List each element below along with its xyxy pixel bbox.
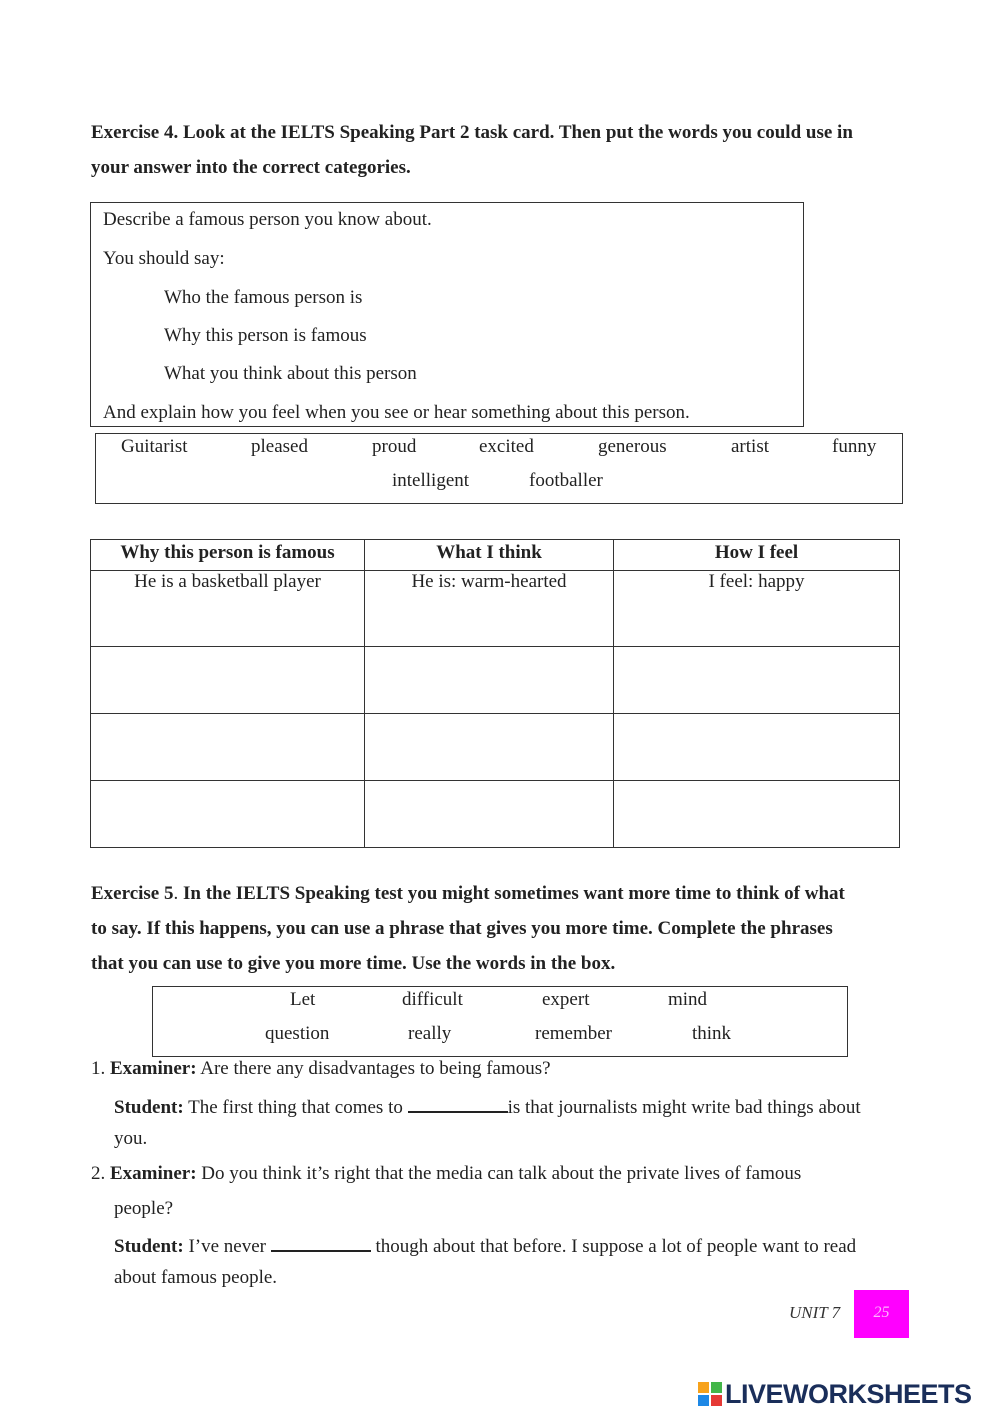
word-option[interactable]: excited xyxy=(479,436,534,457)
exercise5-word-box xyxy=(152,986,848,1057)
student-label: Student: xyxy=(114,1097,184,1118)
answer-cell[interactable] xyxy=(365,647,614,714)
word-option[interactable]: pleased xyxy=(251,436,308,457)
word-option[interactable]: really xyxy=(408,1023,452,1044)
word-option[interactable]: mind xyxy=(668,989,708,1010)
exercise4-word-box xyxy=(95,433,903,504)
unit-label: UNIT 7 xyxy=(789,1303,841,1322)
answer-cell[interactable] xyxy=(614,714,900,781)
exercise5-title-line3: that you can use to give you more time. Use the words in the box. xyxy=(91,953,616,974)
word-option[interactable]: think xyxy=(692,1023,732,1044)
logo-text: LIVEWORKSHEETS xyxy=(725,1378,972,1409)
exercise5-title xyxy=(91,876,911,981)
example-how-i-feel: I feel: happy xyxy=(614,571,900,647)
student-text-before: I’ve never xyxy=(183,1236,271,1257)
answer-cell[interactable] xyxy=(614,781,900,848)
word-option[interactable]: artist xyxy=(731,436,769,457)
answer-cell[interactable] xyxy=(91,647,365,714)
exercise5-label: Exercise 5 xyxy=(91,883,174,904)
item-1-student xyxy=(114,1093,861,1119)
word-option[interactable]: question xyxy=(265,1023,330,1044)
exercise5-dot: . xyxy=(173,883,179,904)
word-option[interactable]: generous xyxy=(598,436,667,457)
examiner-label: Examiner: xyxy=(110,1163,197,1184)
word-option[interactable]: funny xyxy=(832,436,877,457)
answer-blank[interactable] xyxy=(408,1093,508,1113)
task-card-bullet-3: What you think about this person xyxy=(164,363,417,384)
item-1-examiner xyxy=(91,1058,551,1080)
item-2-examiner xyxy=(91,1163,801,1185)
answer-blank[interactable] xyxy=(271,1232,371,1252)
exercise5-title-text: In the IELTS Speaking test you might sometimes want more time to think of what xyxy=(178,883,845,904)
logo-grid-icon xyxy=(698,1382,722,1406)
student-text-before: The first thing that comes to xyxy=(183,1097,408,1118)
item-2-student-cont: about famous people. xyxy=(114,1267,278,1288)
table-header-row xyxy=(91,540,900,571)
item-2-number: 2. xyxy=(91,1163,106,1184)
word-option[interactable]: intelligent xyxy=(392,470,470,491)
item-2-examiner-cont: people? xyxy=(114,1198,174,1219)
answer-cell[interactable] xyxy=(365,781,614,848)
examiner-question: Do you think it’s right that the media can talk about the private lives of famous xyxy=(196,1163,802,1184)
answer-cell[interactable] xyxy=(365,714,614,781)
answer-cell[interactable] xyxy=(91,714,365,781)
word-option[interactable]: Let xyxy=(290,989,316,1010)
student-text-after: though about that before. I suppose a lot of people want to read xyxy=(370,1236,857,1257)
student-text-after: is that journalists might write bad things about xyxy=(507,1097,861,1118)
example-what-i-think: He is: warm-hearted xyxy=(365,571,614,647)
table-row xyxy=(91,714,900,781)
example-why-famous: He is a basketball player xyxy=(91,571,365,647)
task-card-should-say: You should say: xyxy=(103,248,225,269)
word-option[interactable]: expert xyxy=(542,989,590,1010)
header-why-famous: Why this person is famous xyxy=(91,540,365,571)
word-option[interactable]: difficult xyxy=(402,989,463,1010)
student-label: Student: xyxy=(114,1236,184,1257)
item-2-student xyxy=(114,1232,856,1258)
item-1-number: 1. xyxy=(91,1058,106,1079)
word-option[interactable]: footballer xyxy=(529,470,603,491)
header-what-i-think: What I think xyxy=(365,540,614,571)
word-option[interactable]: Guitarist xyxy=(121,436,188,457)
exercise4-title-line2: your answer into the correct categories. xyxy=(91,157,411,178)
word-option[interactable]: remember xyxy=(535,1023,613,1044)
task-card-bullet-2: Why this person is famous xyxy=(164,325,367,346)
word-option[interactable]: proud xyxy=(372,436,417,457)
exercise5-title-line1 xyxy=(91,876,911,911)
task-card xyxy=(90,202,804,427)
task-card-prompt: Describe a famous person you know about. xyxy=(103,209,432,230)
exercise5-title-line2: to say. If this happens, you can use a phrase that gives you more time. Complete the phrases xyxy=(91,918,833,939)
table-row xyxy=(91,781,900,848)
examiner-question: Are there any disadvantages to being famous? xyxy=(196,1058,551,1079)
table-row xyxy=(91,571,900,647)
table-row xyxy=(91,647,900,714)
exercise4-title-line1: Exercise 4. Look at the IELTS Speaking Part 2 task card. Then put the words you could use in xyxy=(91,122,853,143)
task-card-bullet-1: Who the famous person is xyxy=(164,287,363,308)
examiner-label: Examiner: xyxy=(110,1058,197,1079)
task-card-explain: And explain how you feel when you see or hear something about this person. xyxy=(103,402,690,423)
exercise4-title xyxy=(91,115,911,185)
header-how-i-feel: How I feel xyxy=(614,540,900,571)
liveworksheets-logo xyxy=(698,1377,972,1411)
item-1-student-cont: you. xyxy=(114,1128,148,1149)
categories-table xyxy=(90,539,900,848)
answer-cell[interactable] xyxy=(614,647,900,714)
page-number: 25 xyxy=(854,1290,909,1338)
answer-cell[interactable] xyxy=(91,781,365,848)
